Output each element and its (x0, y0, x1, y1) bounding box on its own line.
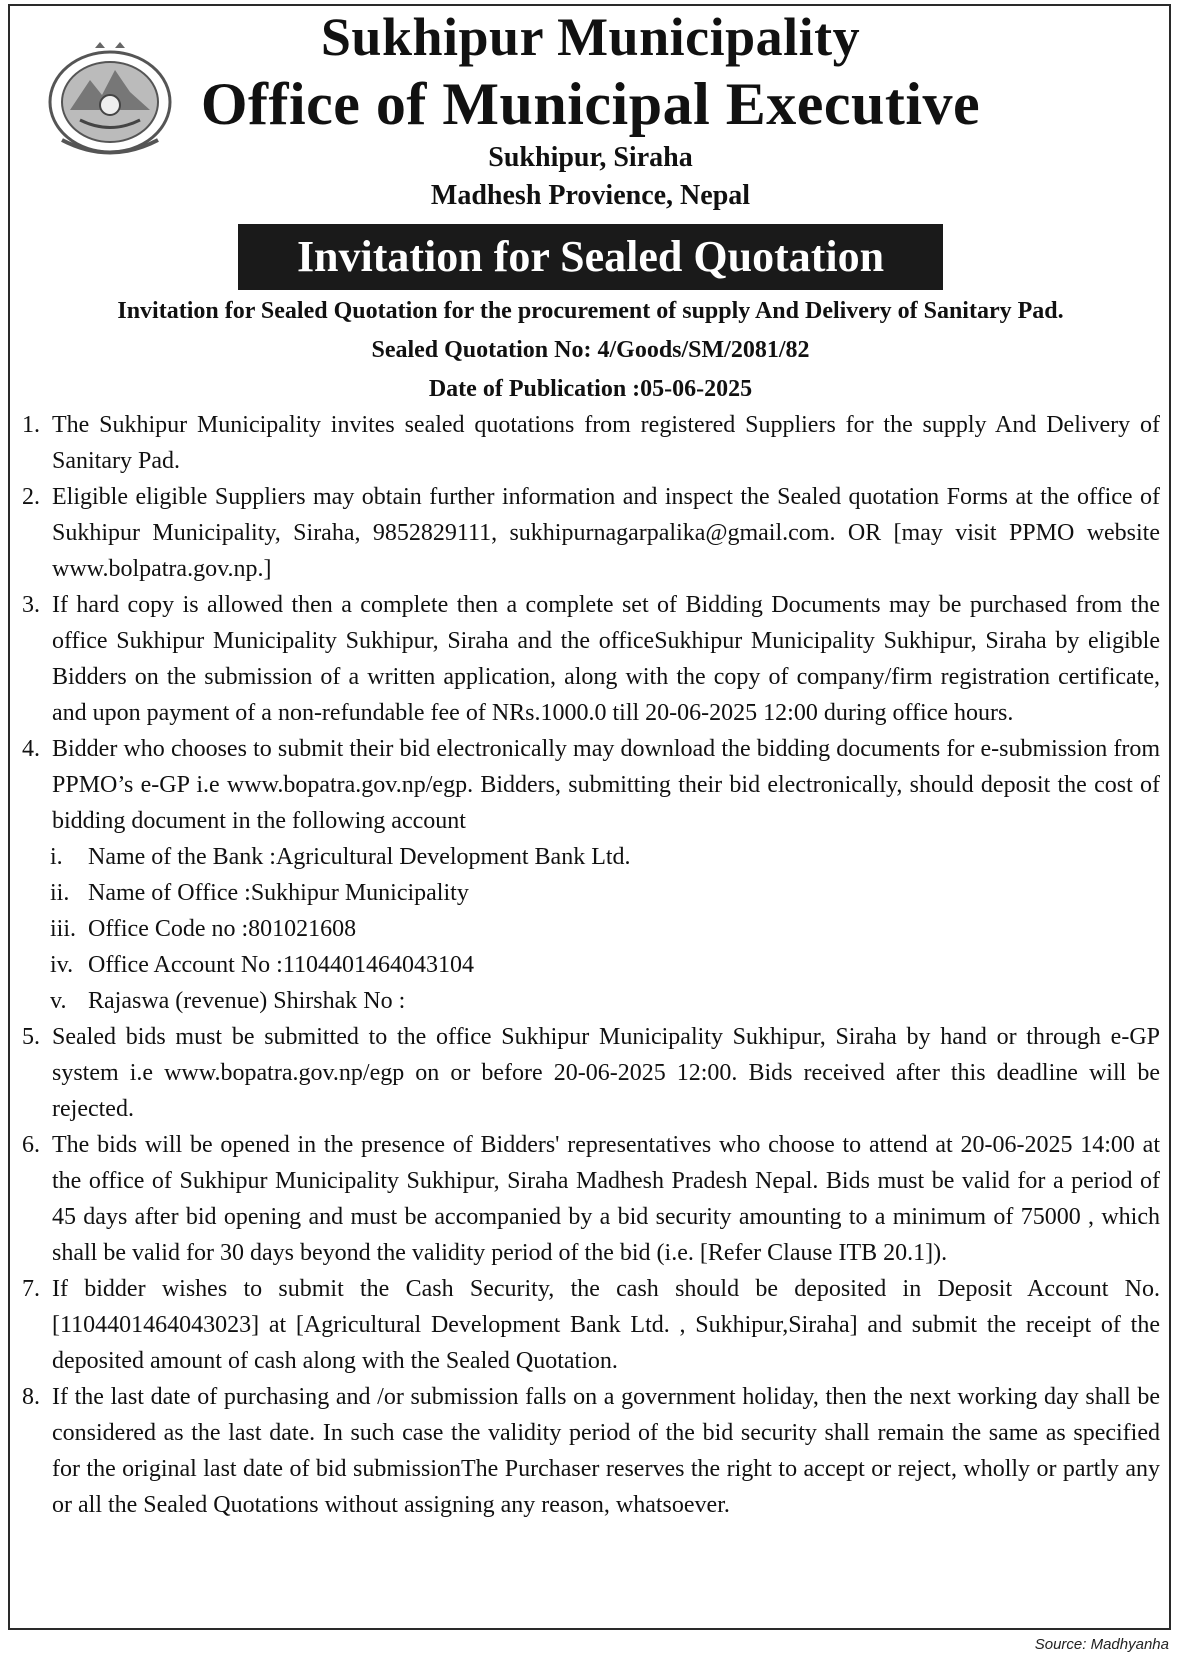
account-detail-item: iv. Office Account No :1104401464043104 (50, 952, 474, 978)
quotation-number: Sealed Quotation No: 4/Goods/SM/2081/82 (371, 337, 810, 363)
procurement-purpose: Invitation for Sealed Quotation for the procurement of supply And Delivery of Sanitary Pad. (117, 298, 1064, 324)
office-name: Office of Municipal Executive (200, 71, 981, 137)
account-detail-item: iii. Office Code no :801021608 (50, 916, 357, 942)
list-item: 4. Bidder who chooses to submit their bid electronically may download the bidding documents for e-submission from PPMO’s e-GP i.e www.bopatra.gov.np/egp. Bidders, submitting their bid electronically, should deposit the cost of bidding document in the following account (22, 736, 1160, 834)
account-detail-item: i. Name of the Bank :Agricultural Development Bank Ltd. (50, 844, 631, 870)
office-location: Sukhipur, Siraha (488, 142, 693, 173)
list-item: 6. The bids will be opened in the presence of Bidders' representatives who choose to attend at 20-06-2025 14:00 at the office of Sukhipur Municipality Sukhipur, Siraha Madhesh Pradesh Nepal. Bids must be valid for a period of 45 days after bid opening and must be accompanied by a bid security amounting to a minimum of 75000 , which shall be valid for 30 days beyond the validity period of the bid (i.e. [Refer Clause ITB 20.1]). (22, 1132, 1160, 1266)
publication-date: Date of Publication :05-06-2025 (428, 376, 753, 402)
bank-account-details (20, 839, 1160, 1019)
province-location: Madhesh Provience, Nepal (430, 180, 751, 211)
source-credit: Source: Madhyanha (1034, 1636, 1169, 1653)
municipality-name: Sukhipur Municipality (320, 7, 861, 67)
list-item: 1. The Sukhipur Municipality invites sealed quotations from registered Suppliers for the supply And Delivery of Sanitary Pad. (22, 412, 1160, 474)
list-item: 7. If bidder wishes to submit the Cash Security, the cash should be deposited in Deposit Account No.[1104401464043023] at [Agricultural Development Bank Ltd. , Sukhipur,Siraha] and submit the receipt of the deposited amount of cash along with the Sealed Quotation. (22, 1276, 1160, 1374)
list-item: 5. Sealed bids must be submitted to the office Sukhipur Municipality Sukhipur, Siraha by hand or through e-GP system i.e www.bopatra.gov.np/egp on or before 20-06-2025 12:00. Bids received after this deadline will be rejected. (22, 1024, 1160, 1122)
notice-title-banner: Invitation for Sealed Quotation (238, 224, 943, 290)
account-detail-item: v. Rajaswa (revenue) Shirshak No : (50, 988, 406, 1014)
list-item: 3. If hard copy is allowed then a complete then a complete set of Bidding Documents may be purchased from the office Sukhipur Municipality Sukhipur, Siraha and the officeSukhipur Municipality Sukhipur, Siraha by eligible Bidders on the submission of a written application, along with the copy of company/firm registration certificate, and upon payment of a non-refundable fee of NRs.1000.0 till 20-06-2025 12:00 during office hours. (22, 592, 1160, 726)
notice-body (20, 407, 1160, 1523)
list-item: 2. Eligible eligible Suppliers may obtain further information and inspect the Sealed quotation Forms at the office of Sukhipur Municipality, Siraha, 9852829111, sukhipurnagarpalika@gmail.com. OR [may visit PPMO website www.bolpatra.gov.np.] (22, 484, 1160, 582)
account-detail-item: ii. Name of Office :Sukhipur Municipality (50, 880, 469, 906)
list-item: 8. If the last date of purchasing and /or submission falls on a government holiday, then the next working day shall be considered as the last date. In such case the validity period of the bid security shall remain the same as specified for the original last date of bid submissionThe Purchaser reserves the right to accept or reject, wholly or partly any or all the Sealed Quotations without assigning any reason, whatsoever. (22, 1384, 1160, 1518)
